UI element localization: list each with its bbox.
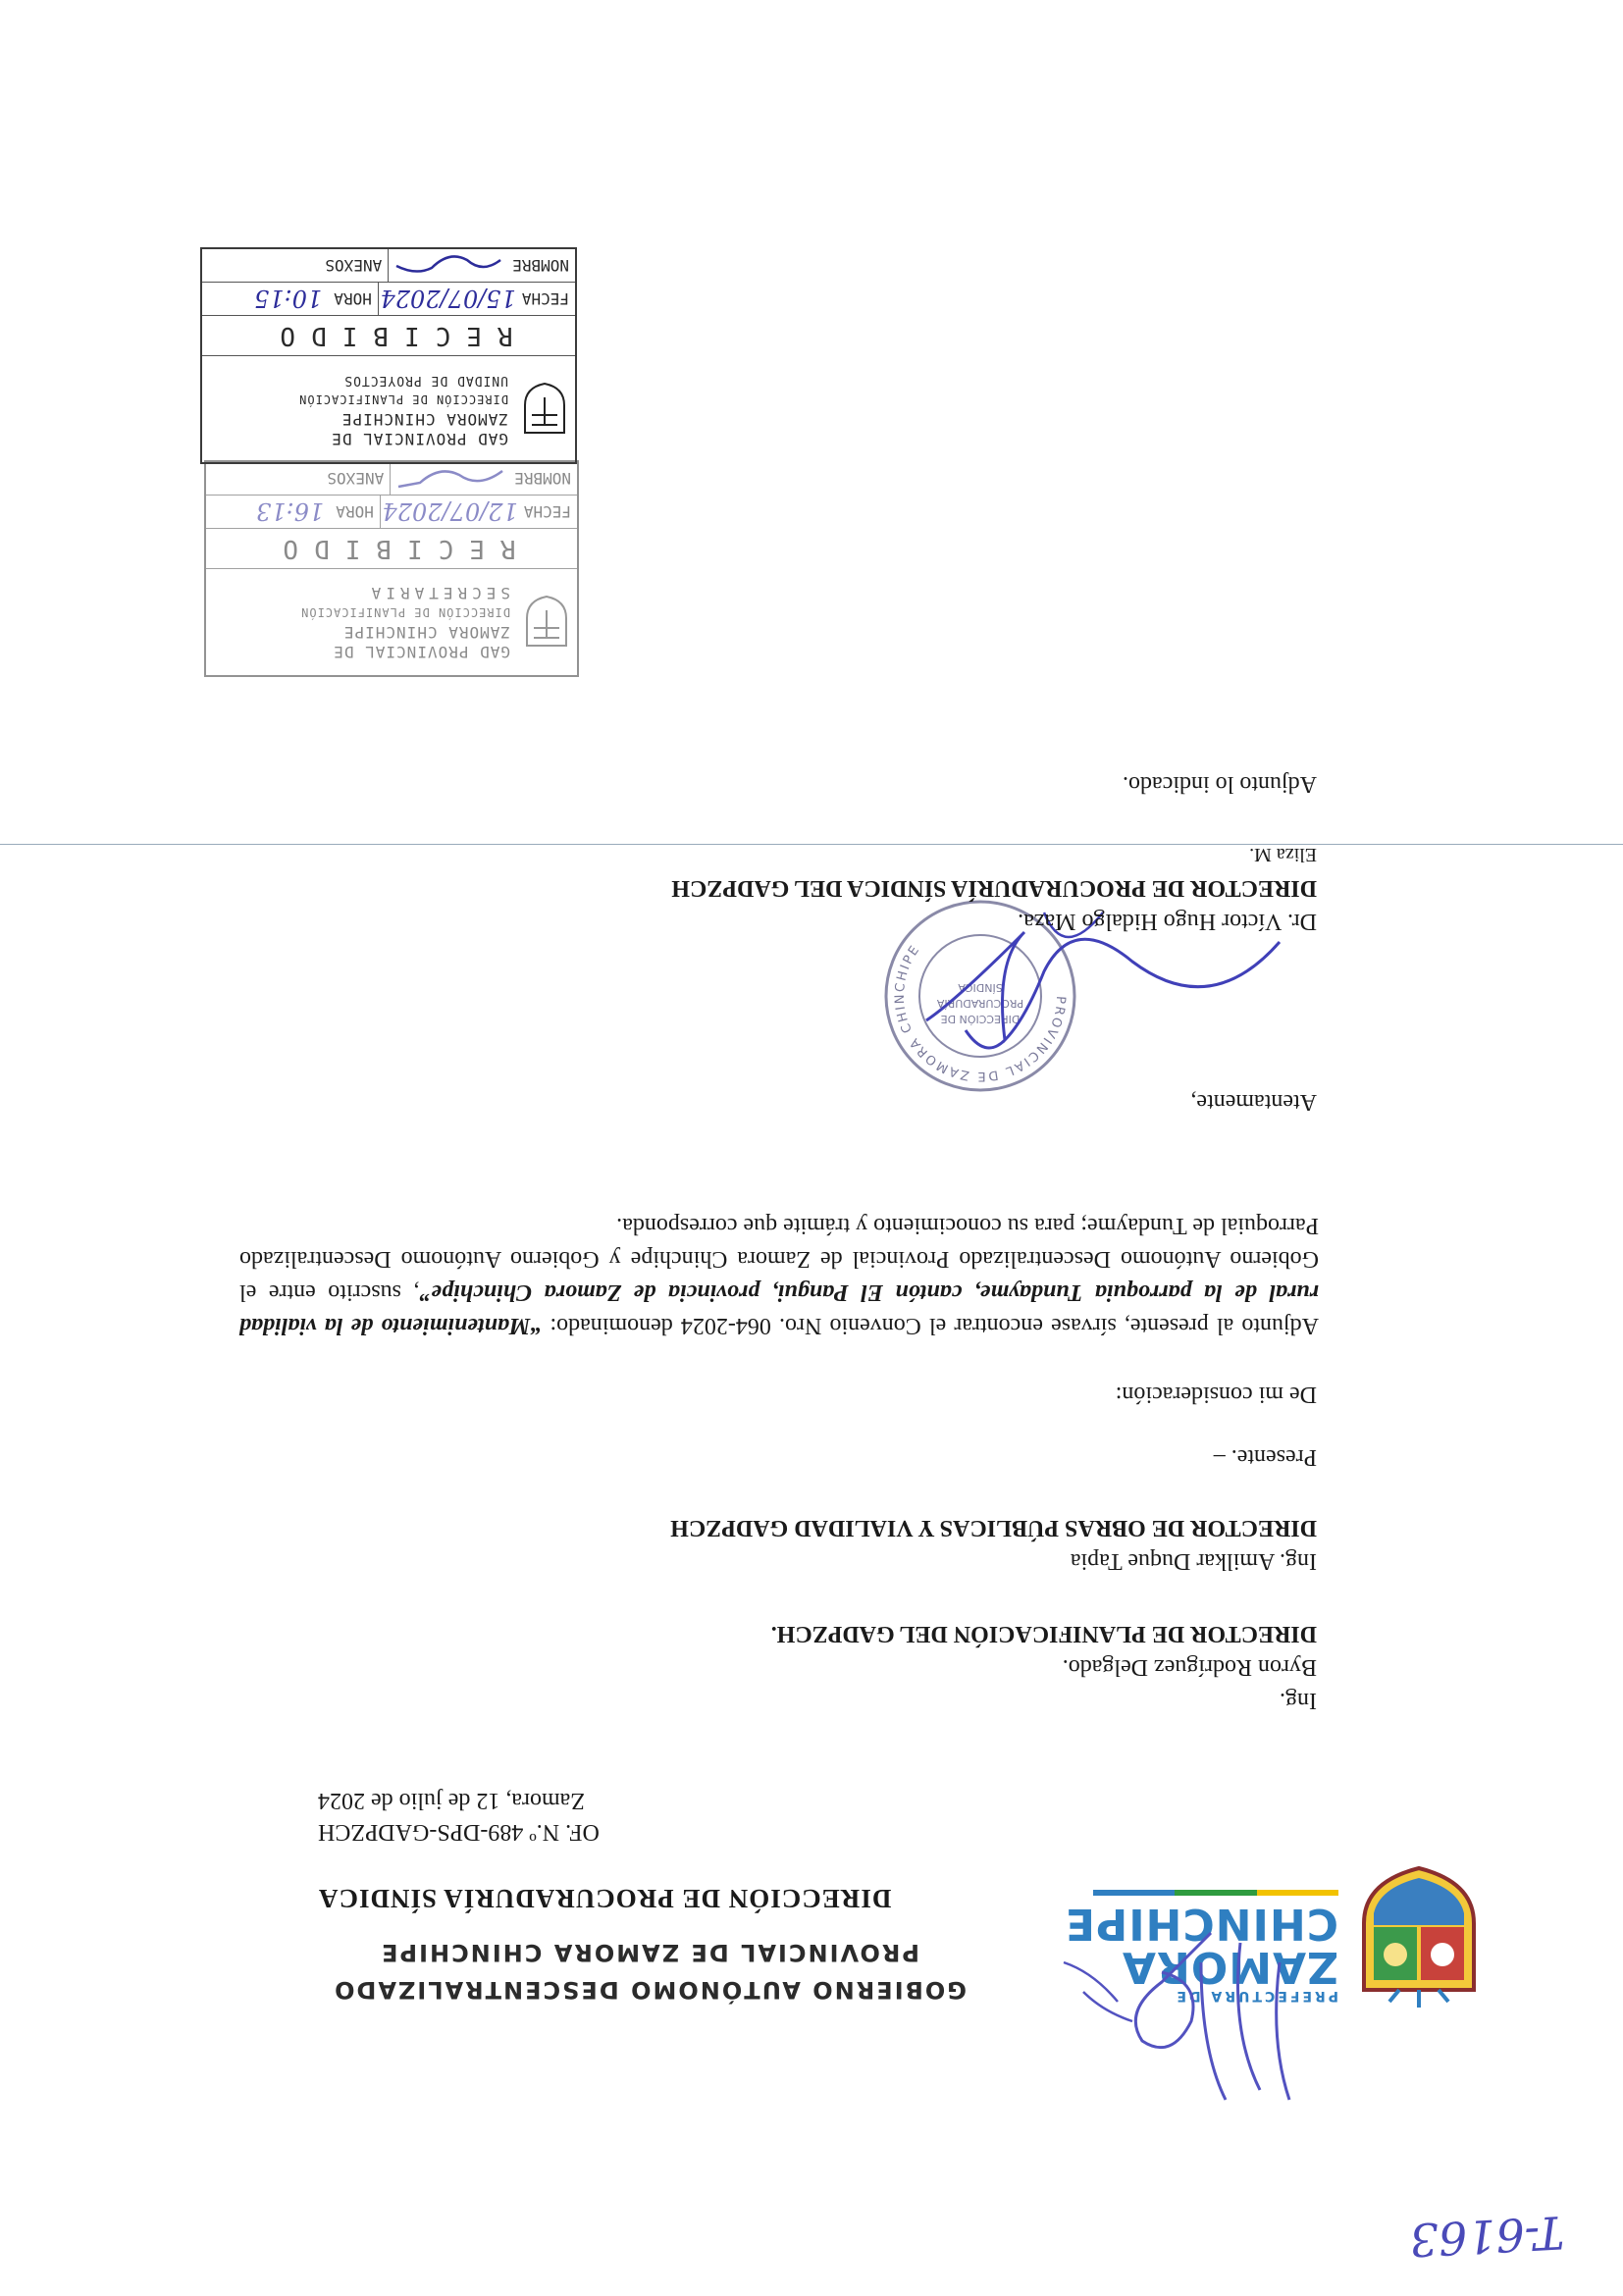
fold-line — [0, 844, 1623, 845]
greeting: De mi consideración: — [1115, 1382, 1317, 1407]
brand-line-1: ZAMORA — [1121, 1942, 1338, 1992]
office-name: DIRECCIÓN DE PROCURADURÍA SÍNDICA — [318, 1884, 892, 1913]
received-stamp-proyectos — [200, 247, 577, 464]
recipient1-name: Byron Rodríguez Delgado. — [1062, 1654, 1317, 1680]
body-part-2: , suscrito entre el Gobierno Autónomo Descentralizado Provincial de Zamora Chinchipe y Gobierno Autónomo Descentralizado Parroquial de Tundayme; para su conocimiento y trámite que corresponda. — [238, 1213, 1319, 1305]
crest-icon — [1350, 1864, 1488, 2011]
stamp2-anexos-label: ANEXOS — [319, 249, 389, 282]
stamp2-line1: GAD PROVINCIAL DE — [331, 430, 508, 448]
signer-initials: Eliza M. — [1249, 844, 1317, 865]
stamp-crest-icon — [522, 382, 567, 437]
body-paragraph — [239, 1209, 1319, 1342]
salutation: Presente. – — [1213, 1444, 1317, 1470]
stamp-crest-icon — [524, 595, 569, 650]
stamp2-hora-value: 10:15 — [254, 285, 323, 313]
signer-name: Dr. Víctor Hugo Hidalgo Maza. — [1018, 909, 1317, 934]
body-part-1: Adjunto al presente, sírvase encontrar el Convenio Nro. 064-2024 denominado: — [542, 1313, 1319, 1338]
recipient1-title: Ing. — [1280, 1688, 1317, 1713]
attachment-note: Adjunto lo indicado. — [1123, 771, 1317, 797]
stamp1-fecha-value: 12/07/2024 — [382, 497, 518, 526]
stamp2-fecha-label: FECHA — [521, 289, 569, 308]
project-name: “Mantenimiento de la vialidad rural de la parroquia Tundayme, cantón El Pangui, provincia de Zamora Chinchipe” — [239, 1279, 1319, 1338]
stamp1-anexos-label: ANEXOS — [321, 462, 391, 495]
brand-prefix: PREFECTURA DE — [1174, 1988, 1338, 2004]
recipient1-position: DIRECTOR DE PLANIFICACIÓN DEL GADPZCH. — [770, 1621, 1317, 1646]
stamp2-hora-label: HORA — [328, 283, 379, 315]
recipient2-name: Ing. Amilkar Duque Tapia — [1070, 1548, 1317, 1574]
stamp2-line2: ZAMORA CHINCHIPE — [340, 410, 508, 429]
signer-position: DIRECTOR DE PROCURADURÍA SÍNDICA DEL GADPZCH — [671, 875, 1317, 901]
reference-number: OF. N.º 489-DPS-GADPZCH — [318, 1819, 600, 1845]
seal-center-3: SÍNDICA — [958, 981, 1003, 994]
stamp1-fecha-label: FECHA — [523, 502, 571, 521]
reference-place-date: Zamora, 12 de julio de 2024 — [318, 1788, 585, 1813]
stamp1-name-scribble — [391, 464, 508, 494]
letterhead-title-line-2: PROVINCIAL DE ZAMORA CHINCHIPE — [380, 1939, 919, 1966]
stamp1-line1: GAD PROVINCIAL DE — [333, 643, 510, 661]
stamp2-received: RECIBIDO — [202, 316, 575, 356]
stamp1-line4: SECRETARIA — [366, 584, 510, 602]
handwritten-document-number: T-6163 — [1408, 2205, 1566, 2268]
stamp1-line2: ZAMORA CHINCHIPE — [342, 623, 510, 642]
stamp2-fecha-value: 15/07/2024 — [380, 285, 516, 313]
stamp2-nombre-label: NOMBRE — [512, 256, 569, 275]
stamp1-hora-label: HORA — [330, 496, 381, 528]
stamp1-received: RECIBIDO — [206, 529, 577, 569]
stamp1-nombre-label: NOMBRE — [514, 469, 571, 488]
seal-center-2: PROCURADURÍA — [936, 997, 1024, 1010]
recipient2-position: DIRECTOR DE OBRAS PÚBLICAS Y VIALIDAD GADPZCH — [670, 1515, 1317, 1540]
stamp2-line4: UNIDAD DE PROYECTOS — [343, 373, 508, 388]
stamp1-hora-value: 16:13 — [256, 497, 325, 526]
stamp2-name-scribble — [389, 251, 506, 281]
seal-ring-text: PROVINCIAL DE ZAMORA CHINCHIPE — [892, 942, 1069, 1084]
closing: Atentamente, — [1190, 1089, 1317, 1115]
received-stamp-secretaria — [204, 460, 579, 677]
brand-line-2: CHINCHIPE — [1064, 1899, 1338, 1949]
stamp1-line3: DIRECCIÓN DE PLANIFICACIÓN — [300, 605, 510, 619]
seal-center-1: DIRECCIÓN DE — [940, 1013, 1021, 1025]
stamp2-line3: DIRECCIÓN DE PLANIFICACIÓN — [298, 392, 508, 406]
letterhead-title-line-1: GOBIERNO AUTÓNOMO DESCENTRALIZADO — [333, 1976, 967, 2004]
